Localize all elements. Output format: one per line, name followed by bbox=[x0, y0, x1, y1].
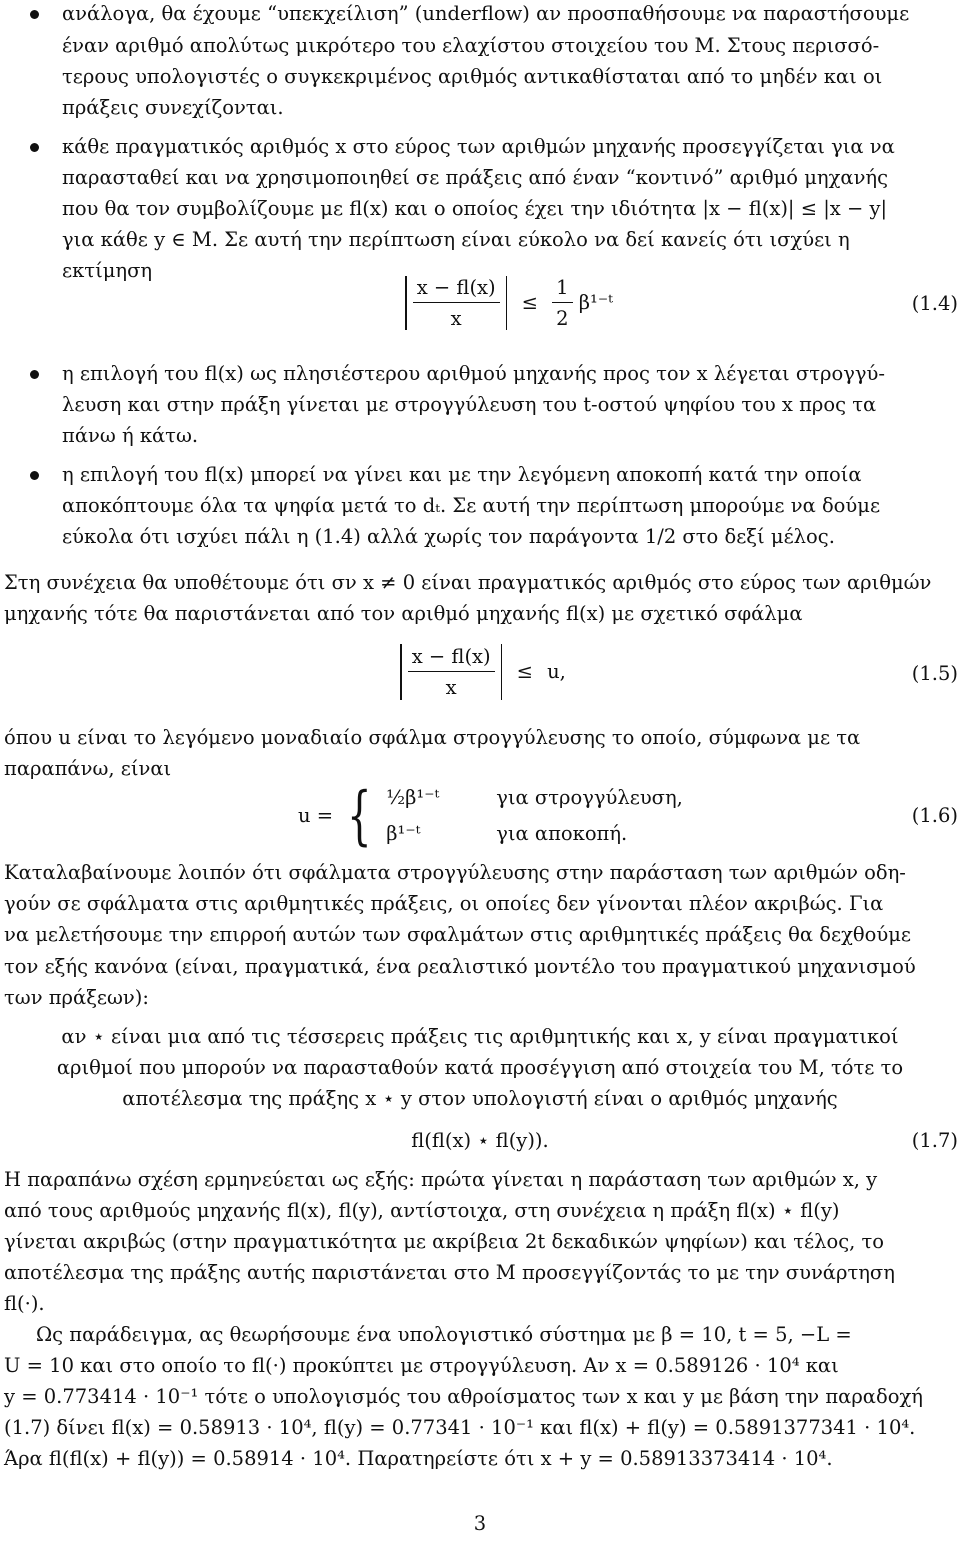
text-line: εκτίμηση bbox=[62, 259, 153, 282]
equation-label: (1.7) bbox=[911, 1129, 958, 1152]
equation-1-6: u = { ½β¹⁻ᵗ για στρογγύλευση, β¹⁻ᵗ για αποκοπή. bbox=[298, 779, 683, 853]
text-line: να μελετήσουμε την επιρροή αυτών των σφαλμάτων στις αριθμητικές πράξεις θα δεχθούμε bbox=[4, 923, 912, 946]
text-line: fl(·). bbox=[4, 1292, 45, 1315]
text-line: Στη συνέχεια θα υποθέτουμε ότι σν x ≠ 0 είναι πραγματικός αριθμός στο εύρος των αριθμών bbox=[4, 571, 932, 594]
text-line: έναν αριθμό απολύτως μικρότερο του ελαχίστου στοιχείου του M. Στους περισσό- bbox=[62, 34, 880, 57]
text-line: αποκόπτουμε όλα τα ψηφία μετά το dₜ. Σε αυτή την περίπτωση μπορούμε να δούμε bbox=[62, 494, 881, 517]
text-line: λευση και στην πράξη γίνεται με στρογγύλευση του t-οστού ψηφίου του x προς τα bbox=[62, 393, 877, 416]
text-line: Καταλαβαίνουμε λοιπόν ότι σφάλματα στρογγύλευσης στην παράσταση των αριθμών οδη- bbox=[4, 861, 906, 884]
text-line: αν ⋆ είναι μια από τις τέσσερεις πράξεις τις αριθμητικής και x, y είναι πραγματικοί bbox=[61, 1025, 899, 1048]
text-line: τον εξής κανόνα (είναι, πραγματικά, ένα ρεαλιστικό μοντέλο του πραγματικού μηχανισμού bbox=[4, 955, 916, 978]
text-line: ανάλογα, θα έχουμε “υπεκχείλιση” (underflow) αν προσπαθήσουμε να παραστήσουμε bbox=[62, 2, 910, 25]
text-line: που θα τον συμβολίζουμε με fl(x) και ο οποίος έχει την ιδιότητα |x − fl(x)| ≤ |x − y| bbox=[62, 197, 888, 220]
left-brace: { bbox=[347, 779, 372, 853]
text-line: αποτέλεσμα της πράξης αυτής παριστάνεται στο M προσεγγίζοντάς το με την συνάρτηση bbox=[4, 1261, 895, 1284]
equation-1-4: $\frac{x - fl(x)}{x}$ ≤ $\frac{1}{2}$ β¹⁻ᵗ bbox=[405, 276, 613, 330]
text-line: αποτέλεσμα της πράξης x ⋆ y στον υπολογιστή είναι ο αριθμός μηχανής bbox=[122, 1087, 838, 1110]
text-line: U = 10 και στο οποίο το fl(·) προκύπτει με στρογγύλευση. Αν x = 0.589126 · 10⁴ και bbox=[4, 1354, 839, 1377]
bullet-marker bbox=[30, 471, 39, 480]
text-line: παραπάνω, είναι bbox=[4, 757, 172, 780]
text-line: πράξεις συνεχίζονται. bbox=[62, 96, 284, 119]
equation-1-5: $\frac{x - fl(x)}{x}$ ≤ u, bbox=[400, 644, 566, 700]
text-line: (1.7) δίνει fl(x) = 0.58913 · 10⁴, fl(y) = 0.77341 · 10⁻¹ και fl(x) + fl(y) = 0.5891377341 · 10⁴. bbox=[4, 1416, 916, 1439]
text-line: κάθε πραγματικός αριθμός x στο εύρος των αριθμών μηχανής προσεγγίζεται για να bbox=[62, 135, 895, 158]
text-line: από τους αριθμούς μηχανής fl(x), fl(y), αντίστοιχα, στη συνέχεια η πράξη fl(x) ⋆ fl(y) bbox=[4, 1199, 840, 1222]
equation-label: (1.4) bbox=[911, 292, 958, 315]
text-line: αριθμοί που μπορούν να παρασταθούν κατά προσέγγιση από στοιχεία του M, τότε το bbox=[56, 1056, 904, 1079]
bullet-marker bbox=[30, 143, 39, 152]
text-line: Ως παράδειγμα, ας θεωρήσουμε ένα υπολογιστικό σύστημα με β = 10, t = 5, −L = bbox=[36, 1323, 852, 1346]
text-line: y = 0.773414 · 10⁻¹ τότε ο υπολογισμός του αθροίσματος των x και y με βάση την παραδοχή bbox=[4, 1385, 923, 1408]
text-line: πάνω ή κάτω. bbox=[62, 424, 199, 447]
bullet-marker bbox=[30, 370, 39, 379]
equation-label: (1.5) bbox=[911, 662, 958, 685]
equation-label: (1.6) bbox=[911, 804, 958, 827]
text-line: Άρα fl(fl(x) + fl(y)) = 0.58914 · 10⁴. Παρατηρείστε ότι x + y = 0.58913373414 · 10⁴. bbox=[4, 1447, 833, 1470]
text-line: μηχανής τότε θα παριστάνεται από τον αριθμό μηχανής fl(x) με σχετικό σφάλμα bbox=[4, 602, 803, 625]
text-line: η επιλογή του fl(x) ως πλησιέστερου αριθμού μηχανής προς τον x λέγεται στρογγύ- bbox=[62, 362, 885, 385]
text-line: γίνεται ακριβώς (στην πραγματικότητα με ακρίβεια 2t δεκαδικών ψηφίων) και τέλος, το bbox=[4, 1230, 885, 1253]
text-line: η επιλογή του fl(x) μπορεί να γίνει και με την λεγόμενη αποκοπή κατά την οποία bbox=[62, 463, 862, 486]
bullet-marker bbox=[30, 10, 39, 19]
text-line: των πράξεων): bbox=[4, 986, 149, 1009]
text-line: εύκολα ότι ισχύει πάλι η (1.4) αλλά χωρίς τον παράγοντα 1/2 στο δεξί μέλος. bbox=[62, 525, 835, 548]
text-line: τερους υπολογιστές ο συγκεκριμένος αριθμός αντικαθίσταται από το μηδέν και οι bbox=[62, 65, 883, 88]
text-line: παρασταθεί και να χρησιμοποιηθεί σε πράξεις από έναν “κοντινό” αριθμό μηχανής bbox=[62, 166, 889, 189]
text-line: γούν σε σφάλματα στις αριθμητικές πράξεις, οι οποίες δεν γίνονται πλέον ακριβώς. Για bbox=[4, 892, 884, 915]
text-line: για κάθε y ∈ M. Σε αυτή την περίπτωση είναι εύκολο να δεί κανείς ότι ισχύει η bbox=[62, 228, 850, 251]
text-line: όπου u είναι το λεγόμενο μοναδιαίο σφάλμα στρογγύλευσης το οποίο, σύμφωνα με τα bbox=[4, 726, 861, 749]
text-line: Η παραπάνω σχέση ερμηνεύεται ως εξής: πρώτα γίνεται η παράσταση των αριθμών x, y bbox=[4, 1168, 878, 1191]
page-number: 3 bbox=[473, 1512, 487, 1535]
equation-1-7: fl(fl(x) ⋆ fl(y)). bbox=[411, 1129, 549, 1152]
